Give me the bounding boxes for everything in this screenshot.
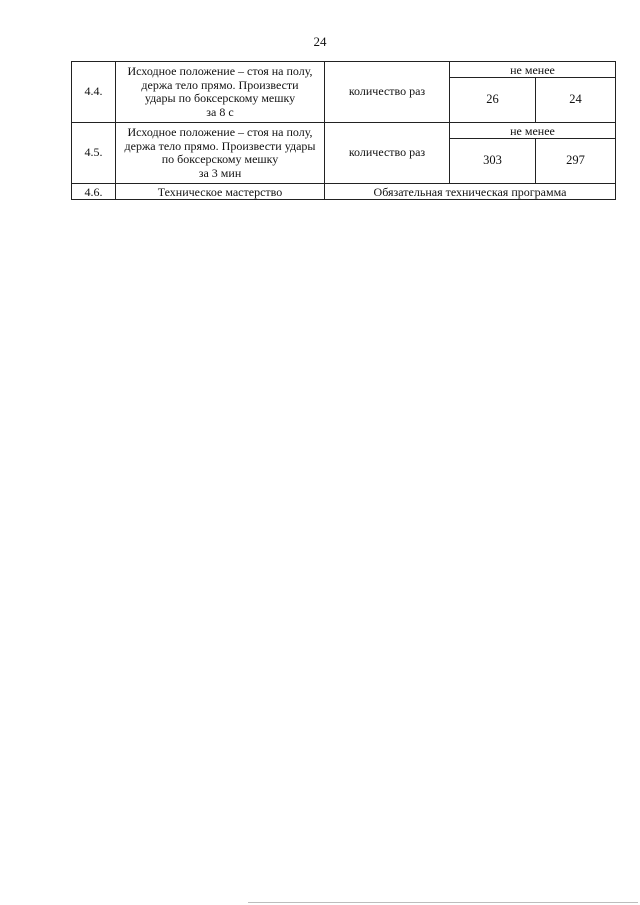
description-line: Исходное положение – стоя на полу,	[127, 125, 313, 139]
norms-table	[71, 61, 616, 200]
description-line: по боксерскому мешку	[161, 152, 279, 166]
scan-edge-line	[248, 902, 638, 903]
table-row	[72, 184, 616, 200]
description-line: за 3 мин	[198, 165, 242, 180]
row-number: 4.6.	[72, 184, 116, 200]
norm-value: 303	[450, 139, 536, 184]
norm-value: 24	[536, 78, 616, 123]
exercise-description	[116, 62, 325, 123]
description-line: держа тело прямо. Произвести	[141, 77, 299, 92]
description-line: держа тело прямо. Произвести удары	[124, 138, 316, 153]
table-row	[72, 123, 616, 139]
exercise-description: Техническое мастерство	[116, 184, 325, 200]
description-line: удары по боксерскому мешку	[144, 91, 296, 105]
unit-cell: количество раз	[325, 123, 450, 184]
program-cell: Обязательная техническая программа	[325, 184, 616, 200]
row-number: 4.4.	[72, 62, 116, 123]
row-number: 4.5.	[72, 123, 116, 184]
norm-header: не менее	[450, 123, 616, 139]
norm-value: 26	[450, 78, 536, 123]
table-row	[72, 62, 616, 78]
unit-cell: количество раз	[325, 62, 450, 123]
description-line: за 8 с	[206, 104, 234, 119]
norm-value: 297	[536, 139, 616, 184]
exercise-description	[116, 123, 325, 184]
norm-header: не менее	[450, 62, 616, 78]
description-line: Исходное положение – стоя на полу,	[127, 64, 313, 78]
page-number: 24	[313, 34, 327, 49]
